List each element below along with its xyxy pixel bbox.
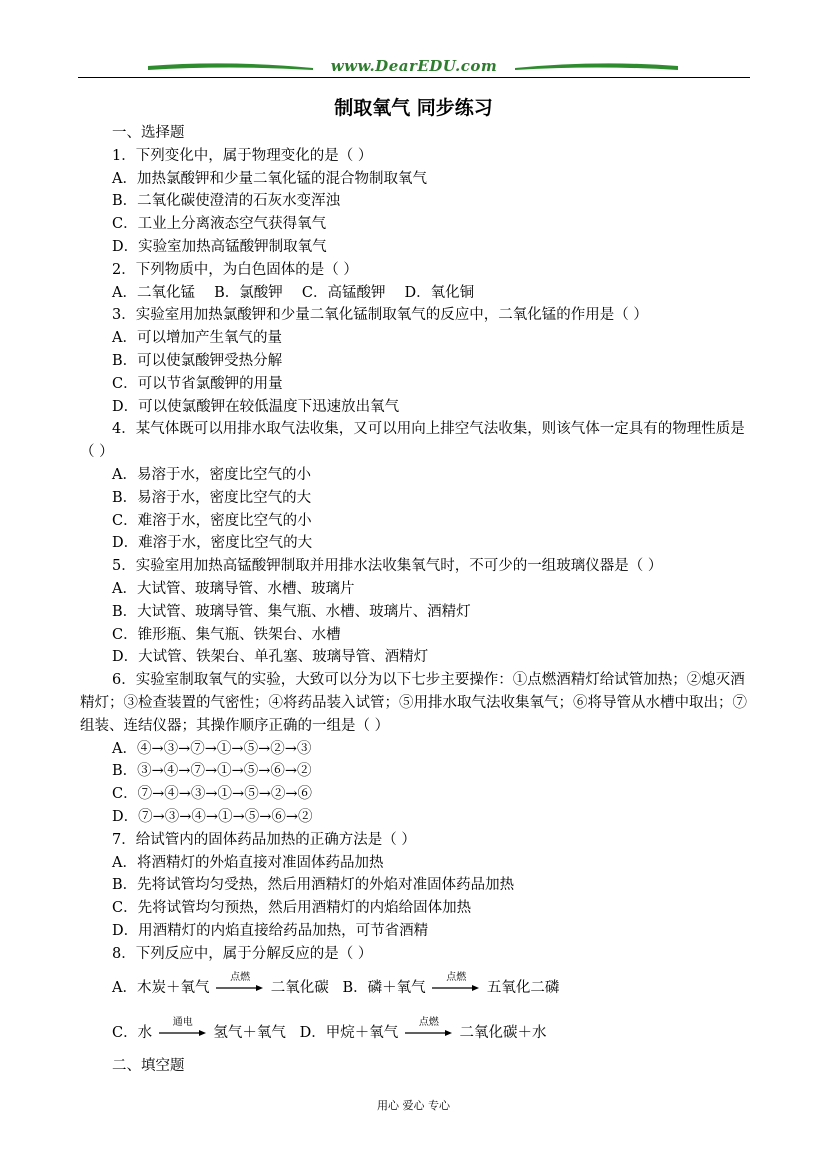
option-text: A．将酒精灯的外焰直接对准固体药品加热: [112, 854, 384, 871]
option-text: B．大试管、玻璃导管、集气瓶、水槽、玻璃片、酒精灯: [112, 603, 471, 620]
reaction-arrow-icon: [432, 972, 480, 992]
equation-reactants: A．木炭＋氧气: [112, 980, 210, 997]
option-text: D．⑦→③→④→①→⑤→⑥→②: [112, 808, 313, 825]
option-text: A．加热氯酸钾和少量二氧化锰的混合物制取氧气: [112, 170, 427, 187]
reaction-condition: 点燃: [418, 1017, 439, 1029]
page-footer: 用心 爱心 专心: [377, 1099, 450, 1112]
option-text: C．可以节省氯酸钾的用量: [112, 375, 283, 392]
option-text: C．难溶于水，密度比空气的小: [112, 512, 312, 529]
reaction-arrow-icon: [216, 972, 264, 992]
question-1-stem: 1．下列变化中，属于物理变化的是（ ）: [112, 147, 373, 164]
equation-products: 二氧化碳: [270, 980, 329, 997]
question-3-stem: 3．实验室用加热氯酸钾和少量二氧化锰制取氧气的反应中，二氧化锰的作用是（ ）: [112, 307, 648, 324]
option-text: A．易溶于水，密度比空气的小: [112, 466, 311, 483]
site-url-logo[interactable]: www.DearEDU.com: [330, 57, 498, 75]
option-text: B．先将试管均匀受热，然后用酒精灯的外焰对准固体药品加热: [112, 877, 515, 894]
equation-row: [80, 965, 752, 1010]
reaction-arrow-icon: [159, 1017, 207, 1037]
equation-products: 五氧化二磷: [486, 980, 560, 997]
equation-row: [80, 1010, 752, 1055]
option-text: A．可以增加产生氧气的量: [112, 330, 282, 347]
reaction-arrow-icon: [405, 1017, 453, 1037]
option-text: C．锥形瓶、集气瓶、铁架台、水槽: [112, 626, 341, 643]
equation-reactants: C．水: [112, 1025, 153, 1042]
option-text: B．③→④→⑦→①→⑤→⑥→②: [112, 763, 312, 780]
option-text: D．可以使氯酸钾在较低温度下迅速放出氧气: [112, 398, 400, 415]
page-title: 制取氧气 同步练习: [334, 97, 493, 119]
option-text: A．大试管、玻璃导管、水槽、玻璃片: [112, 580, 355, 597]
option-text: C．工业上分离液态空气获得氧气: [112, 216, 327, 233]
option-text: B．二氧化碳使澄清的石灰水变浑浊: [112, 193, 341, 210]
section-heading-fill: 二、填空题: [112, 1058, 185, 1075]
option-text: D．大试管、铁架台、单孔塞、玻璃导管、酒精灯: [112, 649, 429, 666]
option-text: C．⑦→④→③→①→⑤→②→⑥: [112, 786, 312, 803]
question-7-stem: 7．给试管内的固体药品加热的正确方法是（ ）: [112, 831, 416, 848]
header-divider: [78, 77, 750, 78]
equation-reactants: B．磷＋氧气: [342, 980, 426, 997]
equation-reactants: D．甲烷＋氧气: [299, 1025, 399, 1042]
question-2-stem: 2．下列物质中，为白色固体的是（ ）: [112, 261, 358, 278]
option-text: B．易溶于水，密度比空气的大: [112, 489, 312, 506]
reaction-condition: 通电: [172, 1017, 193, 1029]
option-text: D．难溶于水，密度比空气的大: [112, 535, 313, 552]
option-text: A．④→③→⑦→①→⑤→②→③: [112, 740, 312, 757]
option-text: D．实验室加热高锰酸钾制取氧气: [112, 238, 327, 255]
reaction-condition: 点燃: [230, 972, 251, 984]
option-text: B．可以使氯酸钾受热分解: [112, 352, 283, 369]
reaction-condition: 点燃: [446, 972, 467, 984]
document-body: [80, 122, 752, 1078]
question-4-stem: 4．某气体既可以用排水取气法收集，又可以用向上排空气法收集，则该气体一定具有的物理性质是（ ）: [80, 421, 745, 461]
question-6-stem: 6．实验室制取氧气的实验，大致可以分为以下七步主要操作：①点燃酒精灯给试管加热；②熄灭酒精灯；③检查装置的气密性；④将药品装入试管；⑤用排水取气法收集氧气；⑥将导管从水槽中取出；⑦组装、连结仪器；其操作顺序正确的一组是（ ）: [80, 672, 747, 734]
equation-products: 氢气＋氧气: [213, 1025, 286, 1042]
question-5-stem: 5．实验室用加热高锰酸钾制取并用排水法收集氧气时，不可少的一组玻璃仪器是（ ）: [112, 558, 663, 575]
section-heading-choice: 一、选择题: [112, 125, 185, 141]
option-text: C．先将试管均匀预热，然后用酒精灯的内焰给固体加热: [112, 900, 472, 917]
question-8-stem: 8．下列反应中，属于分解反应的是（ ）: [112, 945, 373, 962]
equation-products: 二氧化碳＋水: [459, 1025, 547, 1042]
option-text: D．用酒精灯的内焰直接给药品加热，可节省酒精: [112, 922, 429, 939]
option-text: A．二氧化锰 B．氯酸钾 C．高锰酸钾 D．氧化铜: [112, 284, 475, 301]
